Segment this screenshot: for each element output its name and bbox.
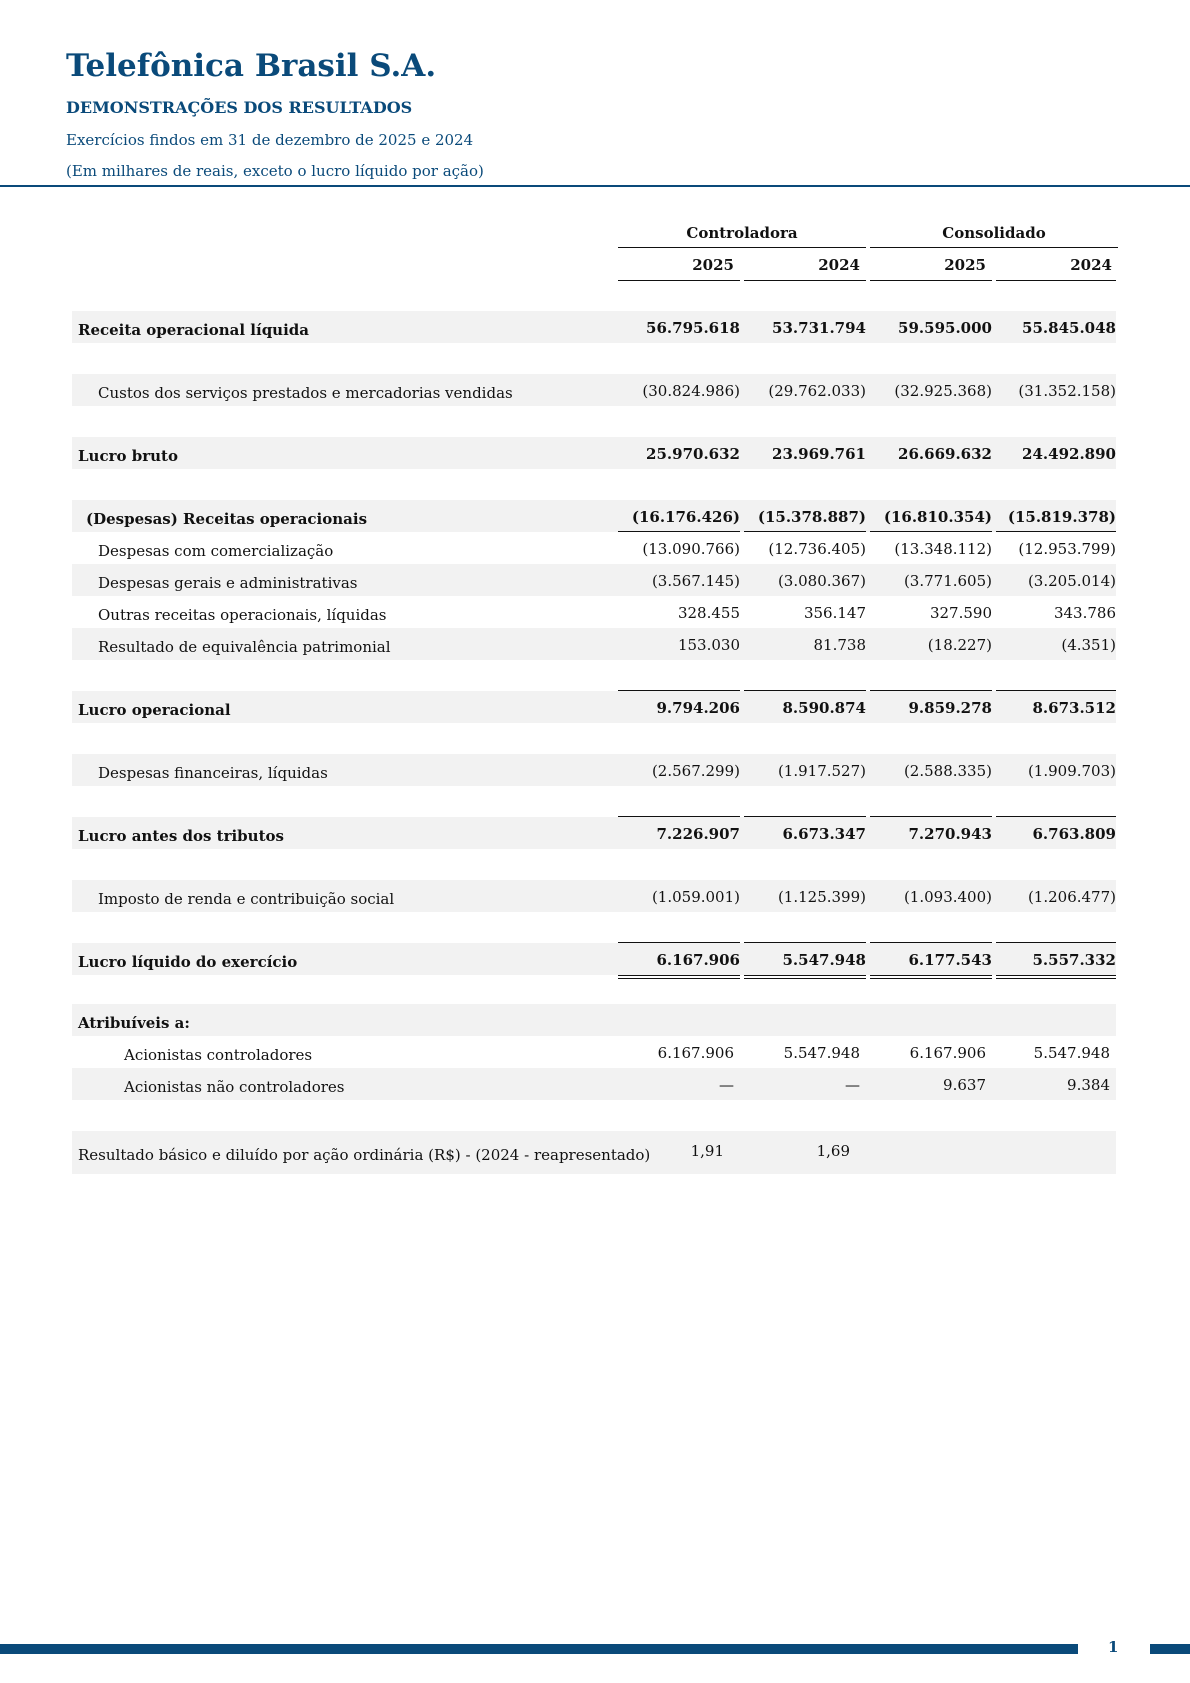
units-subtitle: (Em milhares de reais, exceto o lucro líquido por ação) bbox=[66, 162, 484, 180]
group-rule-consolidado bbox=[870, 247, 1118, 248]
row-label: Despesas com comercialização bbox=[98, 542, 334, 560]
cell-value: 6.167.906 bbox=[656, 951, 740, 969]
year-header-ctrl-2024: 2024 bbox=[818, 256, 860, 274]
cell-value: 6.167.906 bbox=[909, 1044, 986, 1062]
year-rule bbox=[618, 280, 740, 281]
row-label: Resultado de equivalência patrimonial bbox=[98, 638, 391, 656]
table-row bbox=[72, 532, 1116, 564]
cell-value: 7.270.943 bbox=[908, 825, 992, 843]
table-row bbox=[72, 311, 1116, 343]
table-row bbox=[72, 596, 1116, 628]
cell-value: 9.384 bbox=[1067, 1076, 1110, 1094]
cell-value: (4.351) bbox=[1061, 636, 1116, 654]
double-underline bbox=[870, 975, 992, 979]
header-divider bbox=[0, 185, 1190, 187]
cell-value: (12.736.405) bbox=[768, 540, 866, 558]
double-underline bbox=[618, 975, 740, 979]
row-label: (Despesas) Receitas operacionais bbox=[86, 510, 368, 528]
row-label: Despesas gerais e administrativas bbox=[98, 574, 358, 592]
table-row bbox=[72, 943, 1116, 975]
cell-value: 8.673.512 bbox=[1032, 699, 1116, 717]
cell-value: 9.794.206 bbox=[656, 699, 740, 717]
cell-value: (16.176.426) bbox=[631, 508, 740, 526]
year-header-ctrl-2025: 2025 bbox=[692, 256, 734, 274]
cell-value: 5.557.332 bbox=[1032, 951, 1116, 969]
table-row bbox=[72, 564, 1116, 596]
table-row bbox=[72, 817, 1116, 849]
row-label: Lucro operacional bbox=[78, 701, 231, 719]
year-rule bbox=[870, 280, 992, 281]
cell-value: (1.125.399) bbox=[777, 888, 866, 906]
cell-value: (1.059.001) bbox=[651, 888, 740, 906]
year-rule bbox=[744, 280, 866, 281]
cell-value: (29.762.033) bbox=[768, 382, 866, 400]
cell-value: 5.547.948 bbox=[782, 951, 866, 969]
double-underline bbox=[996, 975, 1116, 979]
row-label: Acionistas não controladores bbox=[124, 1078, 345, 1096]
row-label: Lucro antes dos tributos bbox=[78, 827, 284, 845]
cell-value: 26.669.632 bbox=[898, 445, 992, 463]
cell-value: (2.567.299) bbox=[651, 762, 740, 780]
row-label: Lucro bruto bbox=[78, 447, 178, 465]
cell-value: 5.547.948 bbox=[783, 1044, 860, 1062]
cell-value: (1.093.400) bbox=[903, 888, 992, 906]
table-row bbox=[72, 1068, 1116, 1100]
cell-value: 1,69 bbox=[816, 1142, 850, 1160]
cell-value: (18.227) bbox=[927, 636, 992, 654]
row-label: Custos dos serviços prestados e mercadorias vendidas bbox=[98, 384, 513, 402]
cell-value: (3.080.367) bbox=[777, 572, 866, 590]
cell-value: 5.547.948 bbox=[1033, 1044, 1110, 1062]
cell-value: (3.205.014) bbox=[1027, 572, 1116, 590]
cell-value: 55.845.048 bbox=[1022, 319, 1116, 337]
row-label: Resultado básico e diluído por ação ordinária (R$) - (2024 - reapresentado) bbox=[78, 1146, 651, 1164]
cell-value: 153.030 bbox=[677, 636, 740, 654]
cell-value: 343.786 bbox=[1053, 604, 1116, 622]
cell-value: (3.771.605) bbox=[903, 572, 992, 590]
row-label: Acionistas controladores bbox=[124, 1046, 313, 1064]
footer-bar-end bbox=[1150, 1644, 1190, 1654]
cell-value: (30.824.986) bbox=[642, 382, 740, 400]
table-row bbox=[72, 754, 1116, 786]
cell-value: 6.177.543 bbox=[908, 951, 992, 969]
cell-value: 9.637 bbox=[943, 1076, 986, 1094]
table-row bbox=[72, 691, 1116, 723]
table-row bbox=[72, 628, 1116, 660]
year-rule bbox=[996, 280, 1116, 281]
cell-value: (12.953.799) bbox=[1018, 540, 1116, 558]
period-subtitle: Exercícios findos em 31 de dezembro de 2025 e 2024 bbox=[66, 131, 474, 149]
cell-value: (13.090.766) bbox=[642, 540, 740, 558]
cell-value: 9.859.278 bbox=[908, 699, 992, 717]
year-header-cons-2024: 2024 bbox=[1070, 256, 1112, 274]
cell-value: 56.795.618 bbox=[646, 319, 740, 337]
cell-value: (32.925.368) bbox=[894, 382, 992, 400]
cell-value: 356.147 bbox=[803, 604, 866, 622]
double-underline bbox=[744, 975, 866, 979]
cell-value: — bbox=[845, 1076, 860, 1094]
cell-value: 81.738 bbox=[813, 636, 866, 654]
cell-value: 1,91 bbox=[690, 1142, 724, 1160]
table-row bbox=[72, 437, 1116, 469]
cell-value: 327.590 bbox=[929, 604, 992, 622]
group-consolidado: Consolidado bbox=[942, 224, 1046, 242]
cell-value: (2.588.335) bbox=[903, 762, 992, 780]
table-row bbox=[72, 1131, 1116, 1174]
cell-value: — bbox=[719, 1076, 734, 1094]
cell-value: (15.819.378) bbox=[1007, 508, 1116, 526]
group-controladora: Controladora bbox=[686, 224, 798, 242]
statement-title: DEMONSTRAÇÕES DOS RESULTADOS bbox=[66, 98, 413, 117]
cell-value: 6.763.809 bbox=[1032, 825, 1116, 843]
cell-value: (16.810.354) bbox=[883, 508, 992, 526]
table-row bbox=[72, 880, 1116, 912]
row-label: Despesas financeiras, líquidas bbox=[98, 764, 328, 782]
cell-value: 6.167.906 bbox=[657, 1044, 734, 1062]
year-header-cons-2025: 2025 bbox=[944, 256, 986, 274]
table-row bbox=[72, 1036, 1116, 1068]
row-label: Imposto de renda e contribuição social bbox=[98, 890, 395, 908]
cell-value: (1.206.477) bbox=[1027, 888, 1116, 906]
row-label: Lucro líquido do exercício bbox=[78, 953, 298, 971]
row-label: Receita operacional líquida bbox=[78, 321, 309, 339]
cell-value: (1.917.527) bbox=[777, 762, 866, 780]
row-label: Atribuíveis a: bbox=[78, 1014, 190, 1032]
cell-value: 59.595.000 bbox=[898, 319, 992, 337]
cell-value: 328.455 bbox=[677, 604, 740, 622]
row-label: Outras receitas operacionais, líquidas bbox=[98, 606, 387, 624]
cell-value: (15.378.887) bbox=[757, 508, 866, 526]
table-row bbox=[72, 1004, 1116, 1036]
cell-value: (1.909.703) bbox=[1027, 762, 1116, 780]
page-number: 1 bbox=[1108, 1638, 1119, 1656]
cell-value: 23.969.761 bbox=[772, 445, 866, 463]
group-rule-controladora bbox=[618, 247, 866, 248]
cell-value: 7.226.907 bbox=[656, 825, 740, 843]
cell-value: (13.348.112) bbox=[894, 540, 992, 558]
cell-value: (31.352.158) bbox=[1018, 382, 1116, 400]
cell-value: (3.567.145) bbox=[651, 572, 740, 590]
cell-value: 25.970.632 bbox=[646, 445, 740, 463]
cell-value: 53.731.794 bbox=[772, 319, 866, 337]
table-row bbox=[72, 500, 1116, 532]
cell-value: 6.673.347 bbox=[782, 825, 866, 843]
cell-value: 8.590.874 bbox=[782, 699, 866, 717]
cell-value: 24.492.890 bbox=[1022, 445, 1116, 463]
table-row bbox=[72, 374, 1116, 406]
footer-bar bbox=[0, 1644, 1078, 1654]
company-name: Telefônica Brasil S.A. bbox=[66, 48, 437, 84]
